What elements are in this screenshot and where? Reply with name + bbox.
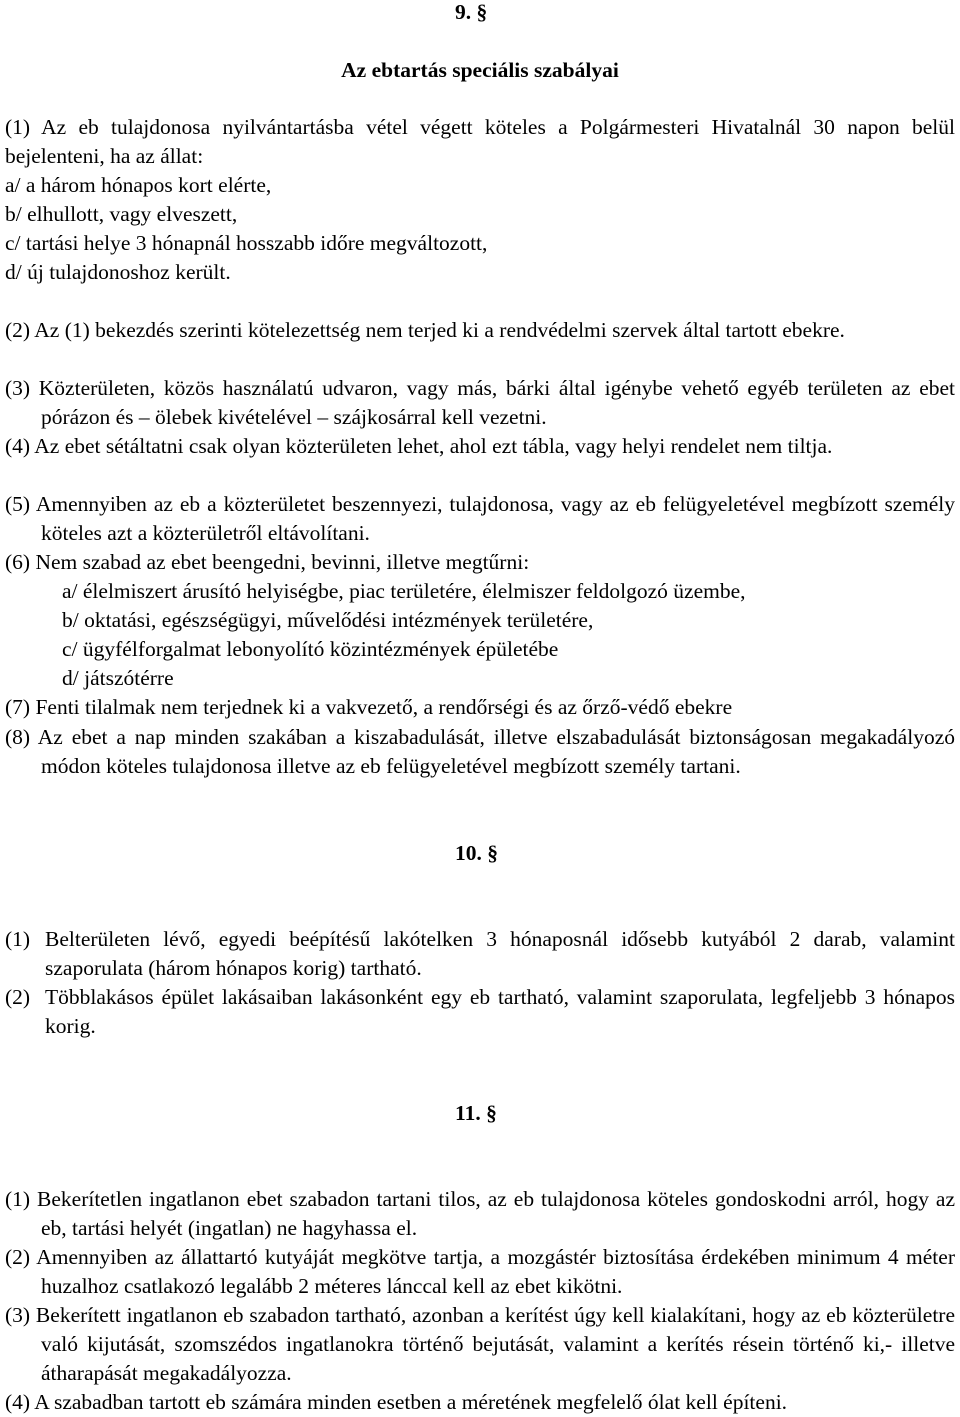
s9-p6-item-a: a/ élelmiszert árusító helyiségbe, piac területére, élelmiszer feldolgozó üzembe, — [62, 579, 746, 603]
s9-p1-item-b: b/ elhullott, vagy elveszett, — [5, 202, 238, 226]
s11-paragraph-1: (1) Bekerítetlen ingatlanon ebet szabadon tartani tilos, az eb tulajdonosa köteles gondoskodni arról, hogy az eb, tartási helyét (ingatlan) ne hagyhassa el. — [5, 1187, 955, 1240]
section-10-heading: 10. § — [455, 841, 498, 865]
s9-paragraph-7: (7) Fenti tilalmak nem terjednek ki a vakvezető, a rendőrségi és az őrző-védő ebekre — [5, 695, 733, 719]
s9-p6-item-c: c/ ügyfélforgalmat lebonyolító közintézmények épületébe — [62, 637, 559, 661]
s9-paragraph-5: (5) Amennyiben az eb a közterületet beszennyezi, tulajdonosa, vagy az eb felügyeletével megbízott személy köteles azt a közterületről eltávolítani. — [5, 492, 955, 545]
s9-p6-item-d: d/ játszótérre — [62, 666, 174, 690]
s9-p1-item-d: d/ új tulajdonoshoz került. — [5, 260, 231, 284]
s9-p6-item-b: b/ oktatási, egészségügyi, művelődési intézmények területére, — [62, 608, 594, 632]
s10-p2-text: Többlakásos épület lakásaiban lakásonként egy eb tartható, valamint szaporulata, legfeljebb 3 hónapos korig. — [45, 985, 955, 1038]
s9-paragraph-2: (2) Az (1) bekezdés szerinti kötelezettség nem terjed ki a rendvédelmi szervek által tartott ebekre. — [5, 318, 845, 342]
s10-p1-number: (1) — [5, 927, 31, 951]
s10-paragraph-2 — [5, 983, 955, 1041]
s11-paragraph-2: (2) Amennyiben az állattartó kutyáját megkötve tartja, a mozgástér biztosítása érdekében minimum 4 méter huzalhoz csatlakozó legalább 2 méteres lánccal kell az ebet kikötni. — [5, 1245, 955, 1298]
s11-paragraph-4: (4) A szabadban tartott eb számára minden esetben a méretének megfelelő ólat kell építeni. — [5, 1390, 788, 1414]
s10-paragraph-1 — [5, 925, 955, 983]
s10-p1-text: Belterületen lévő, egyedi beépítésű lakótelken 3 hónaposnál idősebb kutyából 2 darab, valamint szaporulata (három hónapos korig) tartható. — [45, 927, 955, 980]
section-11-heading: 11. § — [455, 1101, 497, 1125]
section-9-title: Az ebtartás speciális szabályai — [341, 58, 619, 82]
s9-p1-item-c: c/ tartási helye 3 hónapnál hosszabb időre megváltozott, — [5, 231, 488, 255]
s9-paragraph-1-intro: (1) Az eb tulajdonosa nyilvántartásba vétel végett köteles a Polgármesteri Hivatalnál 30 napon belül bejelenteni, ha az állat: — [5, 115, 955, 168]
s11-paragraph-3: (3) Bekerített ingatlanon eb szabadon tartható, azonban a kerítést úgy kell kialakítani, hogy az eb közterületre való kijutását, szomszédos ingatlanokra történő bejutását, valamint a kerítés résein történő ki,- illetve átharapását megakadályozza. — [5, 1303, 955, 1385]
s9-paragraph-4: (4) Az ebet sétáltatni csak olyan közterületen lehet, ahol ezt tábla, vagy helyi rendelet nem tiltja. — [5, 434, 833, 458]
s9-paragraph-3: (3) Közterületen, közös használatú udvaron, vagy más, bárki által igénybe vehető egyéb területen az ebet pórázon és – ölebek kivételével – szájkosárral kell vezetni. — [5, 376, 955, 429]
section-9-heading: 9. § — [455, 0, 488, 24]
s9-paragraph-6-intro: (6) Nem szabad az ebet beengedni, bevinni, illetve megtűrni: — [5, 550, 530, 574]
s9-p1-item-a: a/ a három hónapos kort elérte, — [5, 173, 272, 197]
s10-p2-number: (2) — [5, 985, 31, 1009]
s9-paragraph-8: (8) Az ebet a nap minden szakában a kiszabadulását, illetve elszabadulását biztonságosan megakadályozó módon köteles tulajdonosa illetve az eb felügyeletével megbízott személy tartani. — [5, 725, 955, 778]
